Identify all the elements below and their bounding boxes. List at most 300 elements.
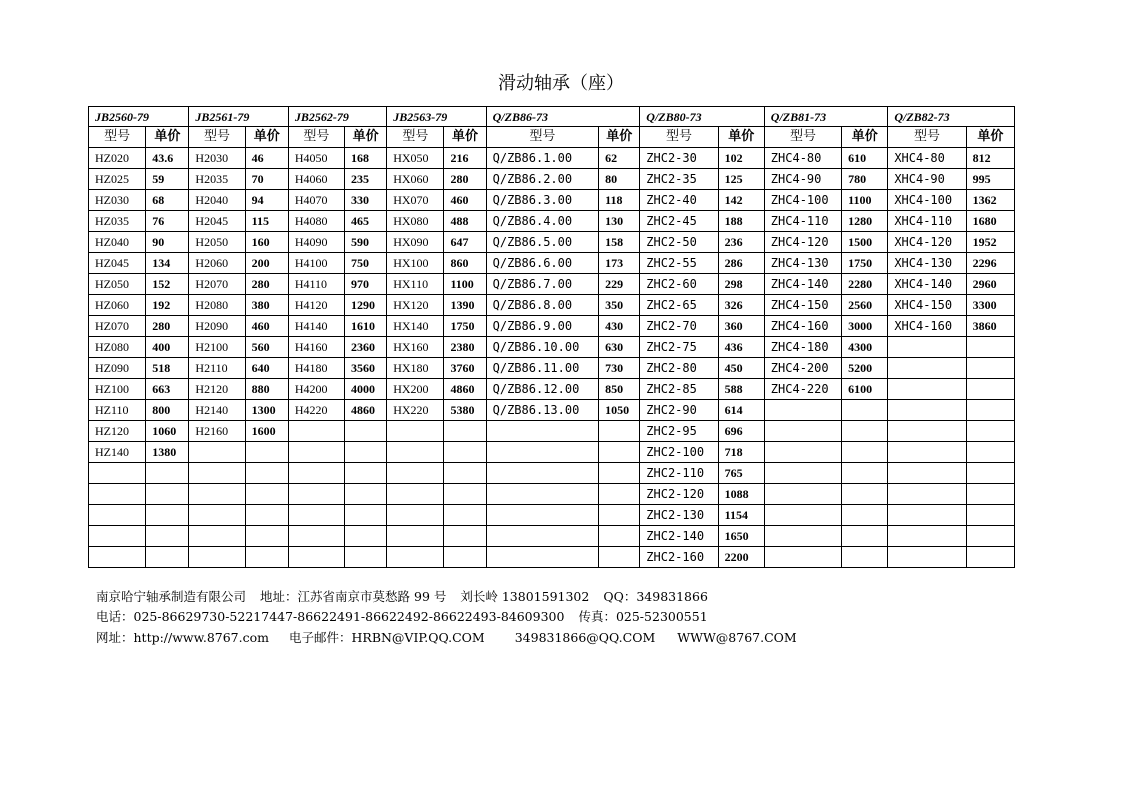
model-cell [288, 442, 344, 463]
model-cell: HZ090 [89, 358, 146, 379]
model-header: 型号 [189, 127, 245, 148]
price-cell: 2380 [444, 337, 486, 358]
model-cell [888, 484, 966, 505]
model-cell [486, 421, 598, 442]
price-cell [245, 526, 288, 547]
model-cell [288, 463, 344, 484]
model-cell: Q/ZB86.13.00 [486, 400, 598, 421]
standard-code: JB2563-79 [387, 107, 486, 127]
price-cell: 125 [718, 169, 764, 190]
price-cell: 130 [599, 211, 640, 232]
model-header: 型号 [888, 127, 966, 148]
price-cell: 450 [718, 358, 764, 379]
model-cell: H4060 [288, 169, 344, 190]
price-cell: 970 [345, 274, 387, 295]
model-cell [888, 442, 966, 463]
model-cell: XHC4-90 [888, 169, 966, 190]
price-cell [842, 400, 888, 421]
price-cell: 590 [345, 232, 387, 253]
price-cell: 118 [599, 190, 640, 211]
price-cell: 2296 [966, 253, 1014, 274]
model-cell: HZ045 [89, 253, 146, 274]
model-cell: Q/ZB86.1.00 [486, 148, 598, 169]
model-cell: ZHC4-180 [764, 337, 841, 358]
model-cell: HX080 [387, 211, 444, 232]
standard-code: Q/ZB80-73 [640, 107, 765, 127]
model-cell [888, 337, 966, 358]
price-cell: 647 [444, 232, 486, 253]
price-cell: 152 [146, 274, 189, 295]
price-cell [842, 442, 888, 463]
model-cell [764, 400, 841, 421]
price-cell [842, 547, 888, 568]
price-cell: 6100 [842, 379, 888, 400]
price-header: 单价 [245, 127, 288, 148]
price-cell: 3000 [842, 316, 888, 337]
model-cell: ZHC4-160 [764, 316, 841, 337]
price-cell: 160 [245, 232, 288, 253]
model-cell [189, 547, 245, 568]
price-cell [599, 442, 640, 463]
price-cell [444, 547, 486, 568]
price-cell: 1650 [718, 526, 764, 547]
price-cell: 1100 [842, 190, 888, 211]
model-cell [288, 526, 344, 547]
model-cell: ZHC2-160 [640, 547, 718, 568]
price-cell [966, 505, 1014, 526]
table-row [89, 148, 1015, 169]
model-cell: XHC4-80 [888, 148, 966, 169]
model-header: 型号 [288, 127, 344, 148]
model-cell: HX050 [387, 148, 444, 169]
model-cell: H2080 [189, 295, 245, 316]
model-cell [89, 484, 146, 505]
model-cell [189, 526, 245, 547]
price-cell: 765 [718, 463, 764, 484]
standard-code: Q/ZB82-73 [888, 107, 1015, 127]
price-cell: 158 [599, 232, 640, 253]
price-cell: 3300 [966, 295, 1014, 316]
model-cell: H4080 [288, 211, 344, 232]
model-cell: Q/ZB86.6.00 [486, 253, 598, 274]
model-cell: Q/ZB86.11.00 [486, 358, 598, 379]
price-cell: 192 [146, 295, 189, 316]
price-cell: 360 [718, 316, 764, 337]
price-cell: 860 [444, 253, 486, 274]
price-cell: 229 [599, 274, 640, 295]
model-cell: H2030 [189, 148, 245, 169]
model-cell [189, 463, 245, 484]
price-cell [245, 484, 288, 505]
model-cell: HX120 [387, 295, 444, 316]
model-cell [888, 463, 966, 484]
model-cell [189, 442, 245, 463]
model-cell: H2120 [189, 379, 245, 400]
email-link[interactable]: 电子邮件：HRBN@VIP.QQ.COM [289, 630, 485, 645]
phone-numbers: 电话：025-86629730-52217447-86622491-86622492-86622493-84609300 [96, 609, 565, 624]
price-cell: 168 [345, 148, 387, 169]
model-cell: XHC4-100 [888, 190, 966, 211]
table-row [89, 169, 1015, 190]
price-table [88, 106, 1015, 568]
model-cell: Q/ZB86.9.00 [486, 316, 598, 337]
model-cell: ZHC4-80 [764, 148, 841, 169]
price-cell: 286 [718, 253, 764, 274]
price-cell [345, 442, 387, 463]
model-cell [888, 505, 966, 526]
price-cell: 1290 [345, 295, 387, 316]
price-cell: 1050 [599, 400, 640, 421]
price-cell: 59 [146, 169, 189, 190]
price-cell [966, 379, 1014, 400]
price-cell [345, 484, 387, 505]
price-cell: 850 [599, 379, 640, 400]
price-cell [245, 463, 288, 484]
price-cell: 4300 [842, 337, 888, 358]
price-cell: 94 [245, 190, 288, 211]
model-cell [888, 526, 966, 547]
model-cell: HZ035 [89, 211, 146, 232]
price-cell [245, 547, 288, 568]
model-cell: HZ070 [89, 316, 146, 337]
price-cell [245, 505, 288, 526]
price-cell: 780 [842, 169, 888, 190]
standard-code: JB2560-79 [89, 107, 189, 127]
price-cell: 2360 [345, 337, 387, 358]
table-row [89, 379, 1015, 400]
model-cell: ZHC4-150 [764, 295, 841, 316]
price-cell: 235 [345, 169, 387, 190]
model-cell [888, 547, 966, 568]
price-cell: 696 [718, 421, 764, 442]
price-cell: 1500 [842, 232, 888, 253]
model-cell: HZ020 [89, 148, 146, 169]
model-cell: HZ040 [89, 232, 146, 253]
price-cell: 518 [146, 358, 189, 379]
model-cell: H2045 [189, 211, 245, 232]
price-cell [345, 463, 387, 484]
price-cell: 663 [146, 379, 189, 400]
price-cell [146, 463, 189, 484]
price-cell [966, 484, 1014, 505]
price-cell: 1280 [842, 211, 888, 232]
model-cell [888, 379, 966, 400]
qq-number: QQ：349831866 [603, 589, 708, 604]
price-header: 单价 [444, 127, 486, 148]
price-cell [444, 505, 486, 526]
price-cell: 812 [966, 148, 1014, 169]
price-cell [842, 463, 888, 484]
price-cell [146, 484, 189, 505]
table-row [89, 232, 1015, 253]
price-cell: 2280 [842, 274, 888, 295]
model-cell: XHC4-130 [888, 253, 966, 274]
price-cell: 280 [146, 316, 189, 337]
model-cell [288, 421, 344, 442]
model-cell [288, 547, 344, 568]
price-cell: 718 [718, 442, 764, 463]
model-cell [387, 421, 444, 442]
price-cell: 588 [718, 379, 764, 400]
model-cell [288, 484, 344, 505]
model-cell [764, 463, 841, 484]
email-link-2[interactable]: 349831866@QQ.COM [514, 630, 656, 645]
price-cell: 1380 [146, 442, 189, 463]
table-row [89, 253, 1015, 274]
model-cell [486, 505, 598, 526]
model-cell: Q/ZB86.10.00 [486, 337, 598, 358]
model-cell [486, 484, 598, 505]
price-cell: 1680 [966, 211, 1014, 232]
price-cell [599, 547, 640, 568]
contact-person: 刘长岭 13801591302 [460, 589, 590, 604]
model-cell: ZHC2-35 [640, 169, 718, 190]
model-cell: ZHC4-130 [764, 253, 841, 274]
model-cell: H2070 [189, 274, 245, 295]
model-cell [189, 484, 245, 505]
model-cell: Q/ZB86.2.00 [486, 169, 598, 190]
model-cell: H2050 [189, 232, 245, 253]
price-cell: 465 [345, 211, 387, 232]
price-cell [842, 505, 888, 526]
model-cell: ZHC2-130 [640, 505, 718, 526]
model-cell: ZHC2-100 [640, 442, 718, 463]
price-cell: 1300 [245, 400, 288, 421]
model-cell: HX160 [387, 337, 444, 358]
price-cell: 68 [146, 190, 189, 211]
table-row [89, 526, 1015, 547]
price-cell: 76 [146, 211, 189, 232]
model-cell [387, 505, 444, 526]
price-cell: 460 [444, 190, 486, 211]
model-cell [764, 442, 841, 463]
fax-number: 传真：025-52300551 [578, 609, 708, 624]
standard-code: Q/ZB81-73 [764, 107, 888, 127]
model-cell: ZHC2-45 [640, 211, 718, 232]
model-cell [89, 505, 146, 526]
price-cell [444, 484, 486, 505]
price-cell [599, 526, 640, 547]
page-title: 滑动轴承（座） [498, 73, 624, 94]
model-cell: XHC4-160 [888, 316, 966, 337]
price-cell: 4000 [345, 379, 387, 400]
price-cell: 4860 [345, 400, 387, 421]
price-cell: 640 [245, 358, 288, 379]
model-cell [764, 421, 841, 442]
model-cell: H4050 [288, 148, 344, 169]
model-cell: Q/ZB86.4.00 [486, 211, 598, 232]
model-cell: HX220 [387, 400, 444, 421]
price-cell [966, 421, 1014, 442]
model-cell: Q/ZB86.5.00 [486, 232, 598, 253]
price-header: 单价 [718, 127, 764, 148]
price-cell: 1952 [966, 232, 1014, 253]
price-cell [966, 442, 1014, 463]
price-cell: 350 [599, 295, 640, 316]
model-header: 型号 [89, 127, 146, 148]
model-cell [764, 484, 841, 505]
model-cell [486, 442, 598, 463]
footer-line-3 [96, 630, 811, 646]
model-cell [288, 505, 344, 526]
price-header: 单价 [146, 127, 189, 148]
price-cell: 2200 [718, 547, 764, 568]
price-cell: 1362 [966, 190, 1014, 211]
price-cell [966, 400, 1014, 421]
website-link[interactable]: 网址：http://www.8767.com [96, 630, 269, 645]
model-cell: H4110 [288, 274, 344, 295]
model-cell [89, 463, 146, 484]
price-cell [444, 526, 486, 547]
model-cell: H4090 [288, 232, 344, 253]
model-cell: H2060 [189, 253, 245, 274]
price-cell [842, 526, 888, 547]
price-cell: 1060 [146, 421, 189, 442]
price-cell: 326 [718, 295, 764, 316]
price-cell: 460 [245, 316, 288, 337]
model-cell [764, 547, 841, 568]
table-row [89, 400, 1015, 421]
price-cell [842, 484, 888, 505]
model-cell: ZHC2-95 [640, 421, 718, 442]
price-cell [966, 463, 1014, 484]
price-cell [146, 505, 189, 526]
model-cell: ZHC2-50 [640, 232, 718, 253]
price-cell: 62 [599, 148, 640, 169]
model-cell: ZHC2-90 [640, 400, 718, 421]
price-cell: 750 [345, 253, 387, 274]
model-cell: ZHC2-110 [640, 463, 718, 484]
model-cell [89, 547, 146, 568]
model-cell [189, 505, 245, 526]
model-cell: ZHC2-40 [640, 190, 718, 211]
price-cell: 1610 [345, 316, 387, 337]
price-cell: 400 [146, 337, 189, 358]
model-cell: H4100 [288, 253, 344, 274]
price-cell: 46 [245, 148, 288, 169]
model-cell: ZHC2-80 [640, 358, 718, 379]
price-cell: 730 [599, 358, 640, 379]
model-cell [764, 505, 841, 526]
model-cell: HX060 [387, 169, 444, 190]
model-cell [888, 400, 966, 421]
model-cell: ZHC2-75 [640, 337, 718, 358]
price-cell: 188 [718, 211, 764, 232]
table-row [89, 358, 1015, 379]
price-cell [345, 505, 387, 526]
price-cell: 4860 [444, 379, 486, 400]
price-cell [599, 463, 640, 484]
model-cell: H4180 [288, 358, 344, 379]
model-cell [888, 358, 966, 379]
model-cell: H2100 [189, 337, 245, 358]
price-cell: 2960 [966, 274, 1014, 295]
model-cell: ZHC2-140 [640, 526, 718, 547]
model-cell: HX140 [387, 316, 444, 337]
model-cell [888, 421, 966, 442]
price-cell: 236 [718, 232, 764, 253]
model-cell: H4200 [288, 379, 344, 400]
price-cell: 3860 [966, 316, 1014, 337]
model-cell: XHC4-110 [888, 211, 966, 232]
price-cell: 630 [599, 337, 640, 358]
price-cell: 430 [599, 316, 640, 337]
price-cell: 43.6 [146, 148, 189, 169]
model-cell: HZ140 [89, 442, 146, 463]
price-header: 单价 [345, 127, 387, 148]
model-cell: ZHC2-65 [640, 295, 718, 316]
price-cell [146, 547, 189, 568]
model-cell [387, 463, 444, 484]
price-cell [842, 421, 888, 442]
model-cell: ZHC2-55 [640, 253, 718, 274]
model-cell [486, 547, 598, 568]
model-cell [89, 526, 146, 547]
price-cell [599, 421, 640, 442]
model-cell: HX110 [387, 274, 444, 295]
model-cell: Q/ZB86.3.00 [486, 190, 598, 211]
standard-code: Q/ZB86-73 [486, 107, 640, 127]
model-cell: H4120 [288, 295, 344, 316]
footer-line-1 [96, 589, 722, 605]
model-cell: Q/ZB86.8.00 [486, 295, 598, 316]
price-cell: 560 [245, 337, 288, 358]
price-cell: 280 [245, 274, 288, 295]
model-cell: HX200 [387, 379, 444, 400]
company-name: 南京哈宁轴承制造有限公司 [96, 589, 247, 604]
price-cell: 1390 [444, 295, 486, 316]
model-cell: H2160 [189, 421, 245, 442]
address: 地址：江苏省南京市莫愁路 99 号 [260, 589, 447, 604]
price-cell: 1750 [842, 253, 888, 274]
column-header-row [89, 127, 1015, 148]
model-cell [387, 547, 444, 568]
model-cell: ZHC2-85 [640, 379, 718, 400]
price-cell: 142 [718, 190, 764, 211]
price-cell [966, 547, 1014, 568]
price-cell: 70 [245, 169, 288, 190]
price-cell: 134 [146, 253, 189, 274]
price-cell: 610 [842, 148, 888, 169]
model-header: 型号 [764, 127, 841, 148]
table-row [89, 505, 1015, 526]
model-cell: H4140 [288, 316, 344, 337]
table-row [89, 337, 1015, 358]
model-cell: Q/ZB86.12.00 [486, 379, 598, 400]
table-row [89, 316, 1015, 337]
model-cell: ZHC4-100 [764, 190, 841, 211]
table-row [89, 484, 1015, 505]
price-cell: 80 [599, 169, 640, 190]
model-cell [486, 526, 598, 547]
model-cell: XHC4-120 [888, 232, 966, 253]
model-cell [764, 526, 841, 547]
model-cell: H4070 [288, 190, 344, 211]
table-row [89, 421, 1015, 442]
model-cell: H2040 [189, 190, 245, 211]
price-cell: 1088 [718, 484, 764, 505]
price-cell [599, 505, 640, 526]
model-cell: HZ080 [89, 337, 146, 358]
model-cell: HZ110 [89, 400, 146, 421]
price-cell [966, 337, 1014, 358]
model-cell: ZHC4-120 [764, 232, 841, 253]
model-cell: Q/ZB86.7.00 [486, 274, 598, 295]
model-cell: ZHC2-30 [640, 148, 718, 169]
price-cell: 5380 [444, 400, 486, 421]
email-link-3[interactable]: WWW@8767.COM [677, 630, 797, 645]
model-cell: XHC4-150 [888, 295, 966, 316]
